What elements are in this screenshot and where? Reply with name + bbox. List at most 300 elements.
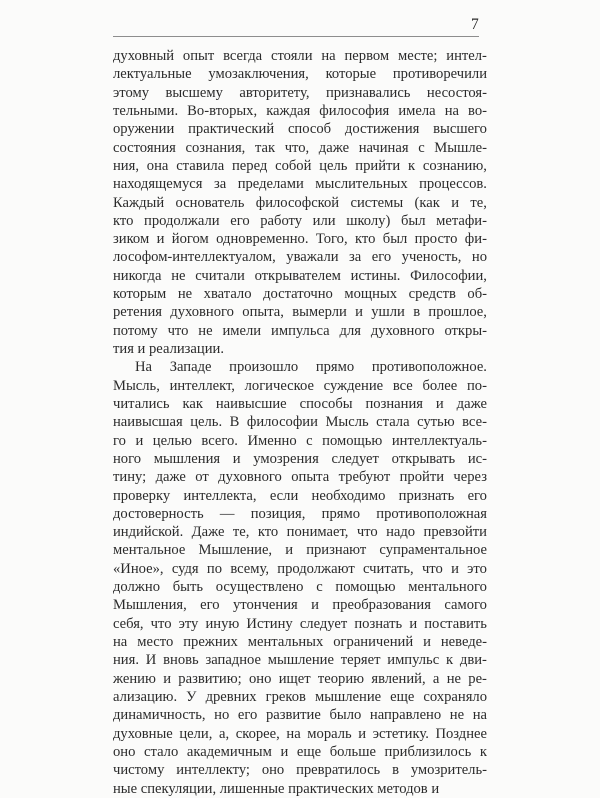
text-line bbox=[113, 761, 487, 779]
word: считали bbox=[195, 267, 245, 284]
text-line bbox=[113, 194, 487, 212]
text-line bbox=[113, 651, 487, 669]
word: Каждый bbox=[113, 194, 165, 211]
word: его bbox=[467, 487, 487, 504]
word: супраментальное bbox=[379, 542, 487, 559]
word: по bbox=[206, 560, 223, 577]
word: судя bbox=[171, 560, 199, 577]
word: что bbox=[150, 615, 172, 632]
word: духовные bbox=[113, 725, 173, 742]
word: ис- bbox=[467, 450, 487, 467]
word: интеллектуаль- bbox=[391, 432, 487, 449]
word: развитию; bbox=[178, 670, 242, 687]
text-line bbox=[113, 596, 487, 614]
word: те, bbox=[232, 524, 250, 541]
word: сознания, bbox=[185, 139, 246, 156]
word: Мышления, bbox=[113, 597, 187, 614]
word: прежних bbox=[183, 634, 238, 650]
word: более bbox=[422, 377, 458, 394]
word: импульс bbox=[387, 652, 440, 669]
word: утончения bbox=[232, 597, 298, 614]
word: западное bbox=[205, 652, 261, 669]
word: целью bbox=[152, 432, 192, 449]
word: ретения bbox=[113, 304, 162, 321]
word: мышления bbox=[153, 450, 221, 467]
word: импульса bbox=[271, 322, 330, 339]
word: быть bbox=[172, 579, 203, 596]
word: и bbox=[163, 670, 171, 687]
word: ментальное bbox=[113, 542, 186, 559]
word: уважали bbox=[286, 249, 339, 266]
page-number: 7 bbox=[471, 16, 479, 33]
word: ушли bbox=[371, 304, 405, 321]
word: умозрения bbox=[253, 450, 319, 467]
word: все bbox=[392, 377, 413, 394]
word: к bbox=[446, 652, 454, 669]
word: но bbox=[471, 249, 487, 266]
word: противоречили bbox=[392, 66, 487, 83]
word: прошлое, bbox=[428, 304, 487, 321]
text-line bbox=[113, 523, 487, 541]
header-rule bbox=[113, 36, 479, 37]
word: за bbox=[349, 249, 362, 266]
word: — bbox=[219, 505, 235, 522]
text-line: тия и реализации. bbox=[113, 341, 224, 357]
word: скорее, bbox=[235, 725, 280, 742]
word: на bbox=[113, 634, 128, 650]
word: об- bbox=[467, 286, 487, 303]
word: но bbox=[214, 707, 230, 724]
word: самого bbox=[444, 597, 487, 614]
text-line bbox=[113, 468, 487, 486]
text-line bbox=[113, 505, 487, 523]
word: иную bbox=[205, 615, 240, 632]
word: вновь bbox=[163, 652, 199, 669]
word: преобразования bbox=[332, 597, 431, 614]
word: духовного bbox=[170, 304, 234, 321]
word: помощью bbox=[322, 432, 383, 449]
word: имели bbox=[222, 322, 262, 339]
word: на bbox=[444, 102, 459, 119]
word: прямо bbox=[321, 505, 361, 522]
word: не bbox=[177, 286, 193, 303]
word: превзойти bbox=[423, 524, 487, 541]
word: что bbox=[167, 322, 189, 339]
word: Философии, bbox=[410, 267, 487, 284]
text-line bbox=[113, 47, 487, 65]
word: противоположное. bbox=[371, 359, 487, 376]
word: даже bbox=[318, 139, 350, 156]
word: или bbox=[312, 212, 336, 229]
word: в bbox=[392, 762, 399, 779]
word: следует bbox=[331, 450, 379, 467]
word: его bbox=[200, 597, 220, 614]
text-line bbox=[113, 743, 487, 761]
word: мыслительных bbox=[315, 176, 408, 193]
word: интел- bbox=[446, 48, 487, 64]
word: следует bbox=[299, 615, 348, 632]
word: наивысшая bbox=[113, 414, 183, 431]
word: что, bbox=[284, 139, 310, 156]
word: Мысль, bbox=[113, 377, 160, 394]
word: развитие bbox=[265, 707, 321, 724]
word: начиная bbox=[358, 139, 409, 156]
text-line bbox=[113, 395, 487, 413]
word: работу bbox=[260, 212, 303, 229]
word: стала bbox=[376, 414, 410, 431]
word: теряет bbox=[340, 652, 381, 669]
word: от bbox=[195, 469, 209, 486]
word: ния. bbox=[113, 652, 139, 669]
word: высшему bbox=[165, 84, 223, 101]
word: ищет bbox=[278, 670, 311, 687]
word: Мысль bbox=[325, 414, 369, 431]
text-line bbox=[113, 377, 487, 395]
text-line bbox=[113, 633, 487, 651]
word: духовного bbox=[218, 469, 282, 486]
word: кто bbox=[257, 524, 279, 541]
word: читались bbox=[113, 395, 170, 412]
word: индийской. bbox=[113, 524, 184, 541]
word: достаточно bbox=[263, 286, 333, 303]
word: направлено bbox=[369, 707, 442, 724]
word: даже bbox=[456, 395, 487, 412]
word: ставила bbox=[176, 157, 225, 174]
word: неведе- bbox=[440, 634, 487, 650]
word: достоверность bbox=[113, 505, 204, 522]
text-line bbox=[113, 615, 487, 633]
word: вымерли bbox=[292, 304, 347, 321]
word: и bbox=[358, 725, 367, 742]
word: хватало bbox=[203, 286, 252, 303]
word: кто bbox=[113, 212, 134, 229]
word: Истину bbox=[246, 615, 293, 632]
word: что bbox=[356, 524, 378, 541]
paragraph bbox=[113, 47, 487, 358]
word: тину; bbox=[113, 469, 147, 486]
word: мышление bbox=[267, 652, 334, 669]
word: оно bbox=[261, 762, 285, 779]
word: проверку bbox=[113, 487, 171, 504]
word: достижения bbox=[344, 121, 420, 138]
word: поставить bbox=[424, 615, 487, 632]
word: и bbox=[355, 304, 363, 321]
word: стояли bbox=[271, 48, 313, 64]
word: суждение bbox=[323, 377, 384, 394]
word: истины. bbox=[350, 267, 401, 284]
text-line bbox=[113, 267, 487, 285]
text-line bbox=[113, 413, 487, 431]
word: Того, bbox=[315, 231, 348, 248]
word: просто bbox=[414, 231, 458, 248]
word: дви- bbox=[459, 652, 487, 669]
word: с bbox=[306, 432, 313, 449]
word: признают bbox=[306, 542, 367, 559]
word: тельными. bbox=[113, 102, 179, 119]
word: одновременно. bbox=[216, 231, 309, 248]
word: на bbox=[286, 725, 301, 742]
word: к bbox=[408, 157, 416, 174]
word: место bbox=[137, 634, 174, 650]
word: и bbox=[232, 450, 241, 467]
word: познания bbox=[365, 395, 423, 412]
word: познать bbox=[354, 615, 403, 632]
word: перед bbox=[232, 157, 268, 174]
text-line bbox=[113, 670, 487, 688]
word: На bbox=[135, 359, 153, 376]
word: всегда bbox=[223, 48, 263, 64]
word: позиция, bbox=[250, 505, 306, 522]
text-line bbox=[113, 120, 487, 138]
text-line bbox=[113, 487, 487, 505]
word: жению bbox=[113, 670, 156, 687]
word: авторитету, bbox=[239, 84, 310, 101]
word: было bbox=[329, 707, 362, 724]
word: еще bbox=[296, 743, 322, 760]
word: способы bbox=[299, 395, 353, 412]
word: его bbox=[371, 249, 392, 266]
word: греков bbox=[265, 688, 306, 705]
word: несостоя- bbox=[426, 84, 487, 101]
word: ного bbox=[113, 450, 142, 467]
word: академичным bbox=[186, 743, 272, 760]
word: древних bbox=[205, 688, 257, 705]
word: (как bbox=[414, 194, 440, 211]
word: осуществлено bbox=[215, 579, 304, 596]
word: его bbox=[237, 707, 258, 724]
word: противоположная bbox=[376, 505, 487, 522]
word: го bbox=[113, 432, 126, 449]
word: системы bbox=[350, 194, 404, 211]
word: с bbox=[418, 139, 425, 156]
text-line bbox=[113, 139, 487, 157]
word: понимает, bbox=[286, 524, 349, 541]
word: эту bbox=[178, 615, 199, 632]
word: каждая bbox=[266, 102, 311, 119]
word: лектуальные bbox=[113, 66, 192, 83]
word: Мышле- bbox=[434, 139, 487, 156]
word: практический bbox=[188, 121, 275, 138]
word: потому bbox=[113, 322, 158, 339]
word: Позднее bbox=[435, 725, 487, 742]
word: никогда bbox=[113, 267, 162, 284]
word: за bbox=[213, 176, 227, 193]
word: школу) bbox=[346, 212, 391, 229]
word: это bbox=[467, 560, 487, 577]
word: больше bbox=[329, 743, 376, 760]
word: В bbox=[229, 414, 240, 431]
word: как bbox=[182, 395, 203, 412]
word: и bbox=[423, 634, 431, 650]
word: пределами bbox=[237, 176, 304, 193]
word: себя, bbox=[113, 615, 144, 632]
word: признать bbox=[398, 487, 455, 504]
word: всего. bbox=[201, 432, 238, 449]
text-line bbox=[113, 560, 487, 578]
word: которые bbox=[325, 66, 377, 83]
word: цель bbox=[319, 157, 348, 174]
text-line bbox=[113, 65, 487, 83]
text-line bbox=[113, 157, 487, 175]
word: а bbox=[432, 670, 440, 687]
word: интеллекта, bbox=[183, 487, 257, 504]
word: она bbox=[146, 157, 169, 174]
word: открывать bbox=[391, 450, 456, 467]
word: месте; bbox=[397, 48, 438, 64]
word: лософом-интеллектуалом, bbox=[113, 249, 276, 266]
text-line bbox=[113, 725, 487, 743]
word: на bbox=[321, 48, 336, 64]
word: прийти bbox=[355, 157, 401, 174]
word: так bbox=[254, 139, 276, 156]
word: те, bbox=[470, 194, 487, 211]
word: откры- bbox=[444, 322, 487, 339]
word: которым bbox=[113, 286, 167, 303]
word: философии bbox=[246, 414, 318, 431]
word: средств bbox=[408, 286, 456, 303]
paragraph bbox=[113, 358, 487, 798]
word: всему, bbox=[230, 560, 269, 577]
word: процессов. bbox=[419, 176, 487, 193]
word: был bbox=[382, 231, 408, 248]
word: признавались bbox=[325, 84, 411, 101]
word: первом bbox=[344, 48, 390, 64]
word: Именно bbox=[247, 432, 297, 449]
word: И bbox=[145, 652, 157, 669]
word: ментального bbox=[408, 579, 487, 596]
word: сутью bbox=[417, 414, 455, 431]
word: чистому bbox=[113, 762, 165, 779]
text-line bbox=[113, 322, 487, 340]
text-line: ные спекуляции, лишенные практических методов и bbox=[113, 780, 440, 797]
word: с bbox=[316, 579, 323, 596]
word: что bbox=[421, 560, 443, 577]
word: фи- bbox=[464, 231, 487, 248]
word: опыта bbox=[291, 469, 330, 486]
word: если bbox=[269, 487, 299, 504]
word: надо bbox=[386, 524, 416, 541]
word: был bbox=[400, 212, 426, 229]
word: произошло bbox=[229, 359, 299, 376]
text-line bbox=[113, 706, 487, 724]
word: помощью bbox=[335, 579, 396, 596]
word: и bbox=[285, 542, 294, 559]
word: умозритель- bbox=[410, 762, 487, 779]
word: имела bbox=[398, 102, 436, 119]
text-line bbox=[113, 358, 487, 376]
word: интеллекту; bbox=[176, 762, 250, 779]
word: ментальных bbox=[247, 634, 324, 650]
word: для bbox=[339, 322, 361, 339]
word: опыта, bbox=[242, 304, 284, 321]
word: приблизилось bbox=[384, 743, 472, 760]
word: и bbox=[409, 615, 418, 632]
word: Западе bbox=[169, 359, 212, 376]
word: и bbox=[135, 432, 144, 449]
word: требуют bbox=[338, 469, 391, 486]
text-line bbox=[113, 102, 487, 120]
word: ализацию. bbox=[113, 688, 178, 705]
word: опыт bbox=[182, 48, 215, 64]
word: метафи- bbox=[436, 212, 487, 229]
word: через bbox=[453, 469, 487, 486]
word: состояния bbox=[113, 139, 176, 156]
word: к bbox=[479, 743, 487, 760]
word: Даже bbox=[191, 524, 225, 541]
word: сознанию, bbox=[422, 157, 487, 174]
word: духовный bbox=[113, 48, 175, 64]
word: зиком bbox=[113, 231, 150, 248]
word: не bbox=[446, 670, 461, 687]
text-line bbox=[113, 688, 487, 706]
word: «Иное», bbox=[113, 560, 164, 577]
word: и bbox=[451, 194, 460, 211]
word: интеллект, bbox=[169, 377, 235, 394]
word: эстетику. bbox=[372, 725, 429, 742]
word: и bbox=[435, 395, 444, 412]
word: цели, bbox=[179, 725, 213, 742]
word: кто bbox=[354, 231, 376, 248]
text-line bbox=[113, 285, 487, 303]
word: продолжают bbox=[277, 560, 355, 577]
word: оно bbox=[113, 743, 136, 760]
word: не bbox=[449, 707, 465, 724]
word: все- bbox=[462, 414, 487, 431]
word: пройти bbox=[399, 469, 445, 486]
word: и bbox=[311, 597, 319, 614]
word: философской bbox=[255, 194, 340, 211]
word: должно bbox=[113, 579, 161, 596]
word: духовного bbox=[370, 322, 435, 339]
word: продолжали bbox=[144, 212, 220, 229]
word: ограничений bbox=[333, 634, 414, 650]
word: этому bbox=[113, 84, 149, 101]
page-header bbox=[113, 16, 479, 37]
text-line bbox=[113, 541, 487, 559]
word: и bbox=[280, 743, 289, 760]
text-line bbox=[113, 303, 487, 321]
word: сохраняло bbox=[423, 688, 487, 705]
word: и bbox=[451, 560, 459, 577]
word: философия bbox=[319, 102, 390, 119]
word: прямо bbox=[315, 359, 355, 376]
word: собой bbox=[275, 157, 312, 174]
word: оно bbox=[248, 670, 272, 687]
page-body bbox=[113, 47, 487, 798]
word: умозаключения, bbox=[208, 66, 309, 83]
text-line bbox=[113, 84, 487, 102]
word: ре- bbox=[468, 670, 487, 687]
word: ния, bbox=[113, 157, 139, 174]
word: а, bbox=[219, 725, 230, 742]
word: мощных bbox=[344, 286, 398, 303]
word: его bbox=[230, 212, 250, 229]
word: оружении bbox=[113, 121, 175, 138]
word: считать, bbox=[363, 560, 414, 577]
word: стало bbox=[144, 743, 179, 760]
word: У bbox=[186, 688, 197, 705]
word: на bbox=[472, 707, 487, 724]
word: еще bbox=[390, 688, 415, 705]
word: теорию bbox=[317, 670, 365, 687]
word: и bbox=[156, 231, 165, 248]
text-line bbox=[113, 175, 487, 193]
word: цель. bbox=[190, 414, 223, 431]
word: необходимо bbox=[311, 487, 386, 504]
text-line bbox=[113, 230, 487, 248]
word: явлений, bbox=[371, 670, 426, 687]
word: Мышление, bbox=[198, 542, 273, 559]
